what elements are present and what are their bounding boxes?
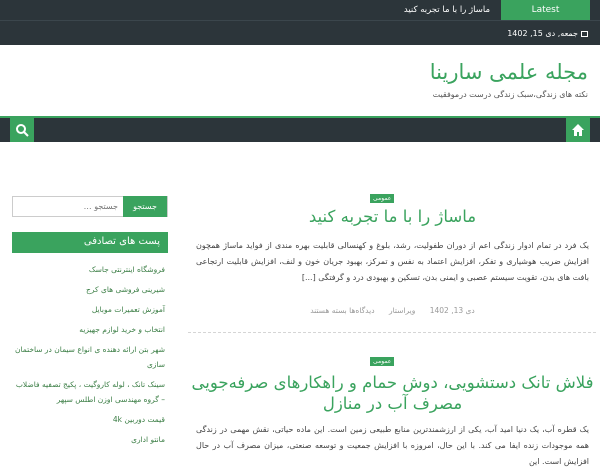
post-excerpt: یک قطره آب، یک دنیا امید آب، یکی از ارزشمندترین منابع طبیعی زمین است. این ماده حیاتی، نقش مهمی در زندگی همه موجودات زنده ایفا می کند. با این حال، امروزه با افزایش جمعیت و توسعه صنعتی، میزان مصرف آب در حال افزایش است. این	[196, 425, 589, 466]
ticker-bar	[0, 0, 600, 20]
current-date	[507, 21, 588, 46]
random-post-link[interactable]: سینک تانک ، لوله کاروگیت ، پکیج تصفیه فاضلاب – گروه مهندسی اوزن اطلس سپهر	[15, 380, 165, 404]
random-post-link[interactable]: شیرینی فروشی های کرج	[86, 285, 165, 294]
random-post-link[interactable]: آموزش تعمیرات موبایل	[91, 305, 165, 314]
random-post-link[interactable]: فروشگاه اینترنتی جاسک	[88, 265, 165, 274]
random-post-link[interactable]: قیمت دوربین 4k	[112, 415, 165, 424]
random-post-link[interactable]: انتخاب و خرید لوازم جهیزیه	[79, 325, 165, 334]
date-bar	[0, 20, 600, 45]
post-divider	[188, 332, 596, 333]
sidebar-search-form	[12, 196, 168, 217]
current-date-text: جمعه, دی 15, 1402	[507, 29, 578, 38]
main-navigation	[0, 116, 600, 142]
search-icon	[15, 123, 29, 137]
post-author[interactable]: ویراستار	[388, 306, 416, 315]
post-article	[190, 354, 595, 466]
ticker-headline-link[interactable]: ماساژ را با ما تجربه کنید	[403, 5, 490, 15]
calendar-icon	[581, 31, 588, 37]
home-icon	[571, 123, 585, 137]
post-article	[190, 192, 595, 322]
widget-title-underline	[12, 252, 168, 253]
post-meta	[190, 306, 595, 315]
home-button[interactable]	[566, 118, 590, 142]
category-badge[interactable]: عمومی	[370, 194, 394, 203]
category-badge[interactable]: عمومی	[370, 357, 394, 366]
random-post-link[interactable]: شهر بتن ارائه دهنده ی انواع سیمان در ساختمان سازی	[14, 345, 165, 369]
latest-label: Latest	[501, 0, 590, 20]
site-description: نکته های زندگی،سبک زندگی درست درموفقیت	[432, 90, 588, 99]
search-toggle-button[interactable]	[10, 118, 34, 142]
search-submit-button[interactable]: جستجو	[123, 196, 167, 217]
post-comments-status: دیدگاه‌ها بسته هستند	[310, 306, 375, 315]
search-input[interactable]	[14, 197, 122, 216]
post-date[interactable]: دی 13, 1402	[429, 306, 475, 315]
random-posts-list	[12, 262, 168, 452]
post-excerpt: یک فرد در تمام ادوار زندگی اعم از دوران طفولیت، رشد، بلوغ و کهنسالی قابلیت بهره مندی از فواید ماساژ همچون افزایش ضریب هوشیاری و تفکر، افزایش اعتماد به نفس و تمرکز، بهبود جریان خون و لنف، افزایش قابلیت ارتجاعی بافت های بدن، تقویت سیستم عصبی و ایمنی بدن، تسکین و بهبودی درد و گرفتگی [...]	[196, 241, 589, 282]
random-posts-widget-title: پست های تصادفی	[12, 232, 168, 252]
post-title-link[interactable]: فلاش تانک دستشویی، دوش حمام و راهکارهای صرفه‌جویی مصرف آب در منازل	[191, 373, 594, 413]
random-post-link[interactable]: مانتو اداری	[131, 435, 165, 444]
site-title-link[interactable]: مجله علمی سارینا	[429, 60, 588, 84]
post-title-link[interactable]: ماساژ را با ما تجربه کنید	[308, 207, 477, 226]
